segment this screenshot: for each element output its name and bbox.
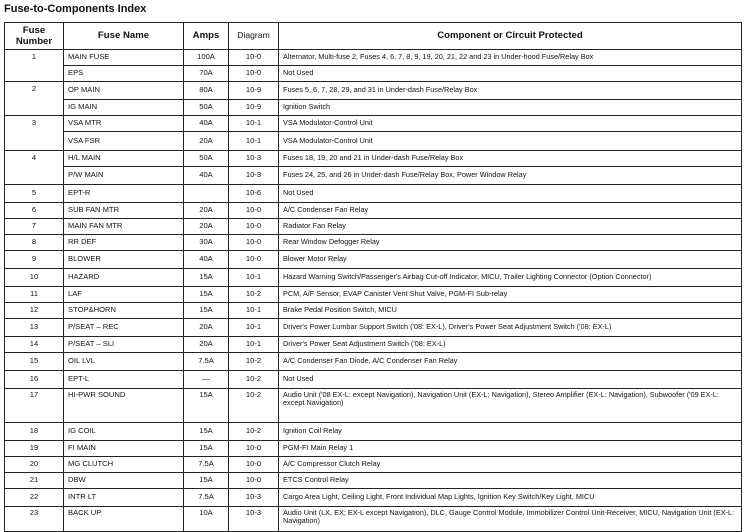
cell-component: A/C Condenser Fan Diode, A/C Condenser Fan Relay (279, 353, 742, 371)
cell-fuse-number: 16 (5, 371, 64, 389)
cell-component: ETCS Control Relay (279, 473, 742, 489)
cell-amps: 10A (184, 507, 229, 532)
table-row (5, 389, 742, 423)
table-row (5, 116, 742, 132)
cell-amps: 20A (184, 132, 229, 151)
cell-component: Audio Unit (LX, EX; EX-L except Navigation), DLC, Gauge Control Module, Immobilizer Control Unit-Receiver, MICU, Navigation Unit (EX-L: Navigation) (279, 507, 742, 532)
cell-fuse-number: 15 (5, 353, 64, 371)
cell-diagram: 10-0 (229, 441, 279, 457)
cell-fuse-name: EPT-R (64, 185, 184, 203)
cell-fuse-name: P/SEAT – REC (64, 319, 184, 337)
cell-amps: — (184, 371, 229, 389)
table-row (5, 269, 742, 287)
cell-component: Brake Pedal Position Switch, MICU (279, 303, 742, 319)
cell-amps: 40A (184, 116, 229, 132)
cell-fuse-name: INTR LT (64, 489, 184, 507)
table-row (5, 151, 742, 167)
cell-diagram: 10-0 (229, 219, 279, 235)
table-row (5, 203, 742, 219)
cell-fuse-number: 6 (5, 203, 64, 219)
cell-amps: 70A (184, 66, 229, 82)
cell-component: Not Used (279, 66, 742, 82)
table-row (5, 337, 742, 353)
page-title: Fuse-to-Components Index (4, 3, 147, 15)
cell-fuse-name: FI MAIN (64, 441, 184, 457)
cell-fuse-number: 18 (5, 423, 64, 441)
cell-amps: 40A (184, 167, 229, 185)
cell-amps: 15A (184, 441, 229, 457)
cell-fuse-number: 23 (5, 507, 64, 532)
cell-diagram: 10-6 (229, 185, 279, 203)
cell-component: A/C Condenser Fan Relay (279, 203, 742, 219)
cell-diagram: 10-2 (229, 287, 279, 303)
cell-diagram: 10-2 (229, 423, 279, 441)
table-row (5, 50, 742, 66)
cell-amps: 15A (184, 303, 229, 319)
col-header-component: Component or Circuit Protected (279, 23, 742, 50)
cell-component: PCM, A/F Sensor, EVAP Canister Vent Shut Valve, PGM-FI Sub-relay (279, 287, 742, 303)
cell-amps: 50A (184, 151, 229, 167)
cell-component: Fuses 24, 25, and 26 in Under-dash Fuse/Relay Box, Power Window Relay (279, 167, 742, 185)
cell-diagram: 10-0 (229, 251, 279, 269)
table-row (5, 303, 742, 319)
table-row (5, 132, 742, 151)
cell-diagram: 10-9 (229, 100, 279, 116)
table-row (5, 100, 742, 116)
cell-component: Not Used (279, 185, 742, 203)
cell-component: Radiator Fan Relay (279, 219, 742, 235)
table-row (5, 441, 742, 457)
cell-fuse-name: HAZARD (64, 269, 184, 287)
table-row (5, 489, 742, 507)
cell-fuse-number: 21 (5, 473, 64, 489)
cell-amps: 50A (184, 100, 229, 116)
cell-diagram: 10-2 (229, 353, 279, 371)
cell-amps: 15A (184, 287, 229, 303)
fuse-table (4, 22, 742, 532)
cell-component: Blower Motor Relay (279, 251, 742, 269)
table-row (5, 473, 742, 489)
cell-diagram: 10-0 (229, 50, 279, 66)
table-row (5, 251, 742, 269)
cell-fuse-number: 2 (5, 82, 64, 116)
cell-component: A/C Compressor Clutch Relay (279, 457, 742, 473)
cell-component: Hazard Warning Switch/Passenger's Airbag Cut-off Indicator, MICU, Trailer Lighting Connector (Option Connector) (279, 269, 742, 287)
table-header-row (5, 23, 742, 50)
cell-fuse-name: VSA MTR (64, 116, 184, 132)
cell-fuse-number: 3 (5, 116, 64, 151)
cell-fuse-name: P/W MAIN (64, 167, 184, 185)
cell-fuse-number: 10 (5, 269, 64, 287)
cell-amps (184, 185, 229, 203)
cell-diagram: 10-1 (229, 319, 279, 337)
table-row (5, 66, 742, 82)
cell-component: Ignition Coil Relay (279, 423, 742, 441)
cell-component: Not Used (279, 371, 742, 389)
cell-diagram: 10-2 (229, 389, 279, 423)
cell-diagram: 10-0 (229, 473, 279, 489)
cell-component: Driver's Power Seat Adjustment Switch ('08: EX-L) (279, 337, 742, 353)
cell-fuse-name: MG CLUTCH (64, 457, 184, 473)
cell-diagram: 10-0 (229, 457, 279, 473)
cell-fuse-name: BACK UP (64, 507, 184, 532)
cell-fuse-number: 5 (5, 185, 64, 203)
cell-fuse-name: EPT-L (64, 371, 184, 389)
table-row (5, 423, 742, 441)
table-row (5, 219, 742, 235)
cell-amps: 80A (184, 82, 229, 100)
cell-diagram: 10-1 (229, 303, 279, 319)
cell-component: VSA Modulator-Control Unit (279, 132, 742, 151)
cell-fuse-number: 20 (5, 457, 64, 473)
cell-fuse-number: 13 (5, 319, 64, 337)
cell-diagram: 10-0 (229, 203, 279, 219)
cell-fuse-name: P/SEAT – SLI (64, 337, 184, 353)
cell-diagram: 10-3 (229, 507, 279, 532)
cell-diagram: 10-0 (229, 66, 279, 82)
cell-diagram: 10-2 (229, 371, 279, 389)
cell-fuse-number: 14 (5, 337, 64, 353)
cell-fuse-name: RR DEF (64, 235, 184, 251)
cell-fuse-number: 22 (5, 489, 64, 507)
table-row (5, 82, 742, 100)
cell-component: Cargo Area Light, Ceiling Light, Front Individual Map Lights, Ignition Key Switch/Key Light, MICU (279, 489, 742, 507)
cell-diagram: 10-1 (229, 132, 279, 151)
cell-diagram: 10-1 (229, 269, 279, 287)
cell-amps: 20A (184, 219, 229, 235)
cell-component: Audio Unit ('08 EX-L: except Navigation), Navigation Unit (EX-L: Navigation), Stereo Amplifier (EX-L: Navigation), Subwoofer ('09 EX-L: except Navigation) (279, 389, 742, 423)
cell-component: Rear Window Defogger Relay (279, 235, 742, 251)
cell-fuse-number: 7 (5, 219, 64, 235)
cell-diagram: 10-0 (229, 235, 279, 251)
cell-component: Ignition Switch (279, 100, 742, 116)
cell-fuse-number: 12 (5, 303, 64, 319)
cell-fuse-number: 4 (5, 151, 64, 185)
cell-amps: 100A (184, 50, 229, 66)
col-header-fuse-number: Fuse Number (5, 23, 64, 50)
table-row (5, 287, 742, 303)
col-header-amps: Amps (184, 23, 229, 50)
cell-fuse-name: DBW (64, 473, 184, 489)
cell-fuse-name: OIL LVL (64, 353, 184, 371)
cell-amps: 20A (184, 319, 229, 337)
cell-amps: 15A (184, 269, 229, 287)
cell-fuse-name: IG COIL (64, 423, 184, 441)
table-row (5, 353, 742, 371)
cell-amps: 15A (184, 389, 229, 423)
cell-fuse-name: HI-PWR SOUND (64, 389, 184, 423)
table-row (5, 235, 742, 251)
cell-component: Alternator, Multi-fuse 2, Fuses 4, 6, 7, 8, 9, 19, 20, 21, 22 and 23 in Under-hood Fuse/Relay Box (279, 50, 742, 66)
cell-fuse-number: 17 (5, 389, 64, 423)
cell-fuse-name: VSA FSR (64, 132, 184, 151)
cell-fuse-number: 8 (5, 235, 64, 251)
cell-fuse-name: IG MAIN (64, 100, 184, 116)
cell-fuse-name: SUB FAN MTR (64, 203, 184, 219)
cell-amps: 7.5A (184, 489, 229, 507)
cell-diagram: 10-3 (229, 489, 279, 507)
cell-amps: 7.5A (184, 457, 229, 473)
cell-fuse-name: STOP&HORN (64, 303, 184, 319)
cell-diagram: 10-3 (229, 167, 279, 185)
cell-diagram: 10-1 (229, 116, 279, 132)
table-row (5, 319, 742, 337)
table-row (5, 507, 742, 532)
cell-diagram: 10-9 (229, 82, 279, 100)
cell-component: PGM-FI Main Relay 1 (279, 441, 742, 457)
cell-fuse-name: EPS (64, 66, 184, 82)
cell-fuse-name: LAF (64, 287, 184, 303)
cell-fuse-name: BLOWER (64, 251, 184, 269)
table-row (5, 185, 742, 203)
col-header-fuse-name: Fuse Name (64, 23, 184, 50)
cell-fuse-number: 9 (5, 251, 64, 269)
cell-component: Driver's Power Lumbar Support Switch ('08: EX-L), Driver's Power Seat Adjustment Switch ('08: EX-L) (279, 319, 742, 337)
cell-amps: 15A (184, 423, 229, 441)
cell-fuse-name: MAIN FUSE (64, 50, 184, 66)
table-row (5, 167, 742, 185)
cell-component: VSA Modulator-Control Unit (279, 116, 742, 132)
cell-fuse-name: H/L MAIN (64, 151, 184, 167)
cell-fuse-name: OP MAIN (64, 82, 184, 100)
cell-fuse-number: 11 (5, 287, 64, 303)
cell-amps: 7.5A (184, 353, 229, 371)
table-row (5, 457, 742, 473)
cell-fuse-number: 19 (5, 441, 64, 457)
cell-amps: 30A (184, 235, 229, 251)
cell-amps: 15A (184, 473, 229, 489)
cell-component: Fuses 5, 6, 7, 28, 29, and 31 in Under-dash Fuse/Relay Box (279, 82, 742, 100)
cell-fuse-name: MAIN FAN MTR (64, 219, 184, 235)
cell-amps: 40A (184, 251, 229, 269)
cell-fuse-number: 1 (5, 50, 64, 82)
cell-amps: 20A (184, 203, 229, 219)
cell-diagram: 10-1 (229, 337, 279, 353)
cell-amps: 20A (184, 337, 229, 353)
cell-component: Fuses 18, 19, 20 and 21 in Under-dash Fuse/Relay Box (279, 151, 742, 167)
col-header-diagram: Diagram (229, 23, 279, 50)
table-row (5, 371, 742, 389)
cell-diagram: 10-3 (229, 151, 279, 167)
